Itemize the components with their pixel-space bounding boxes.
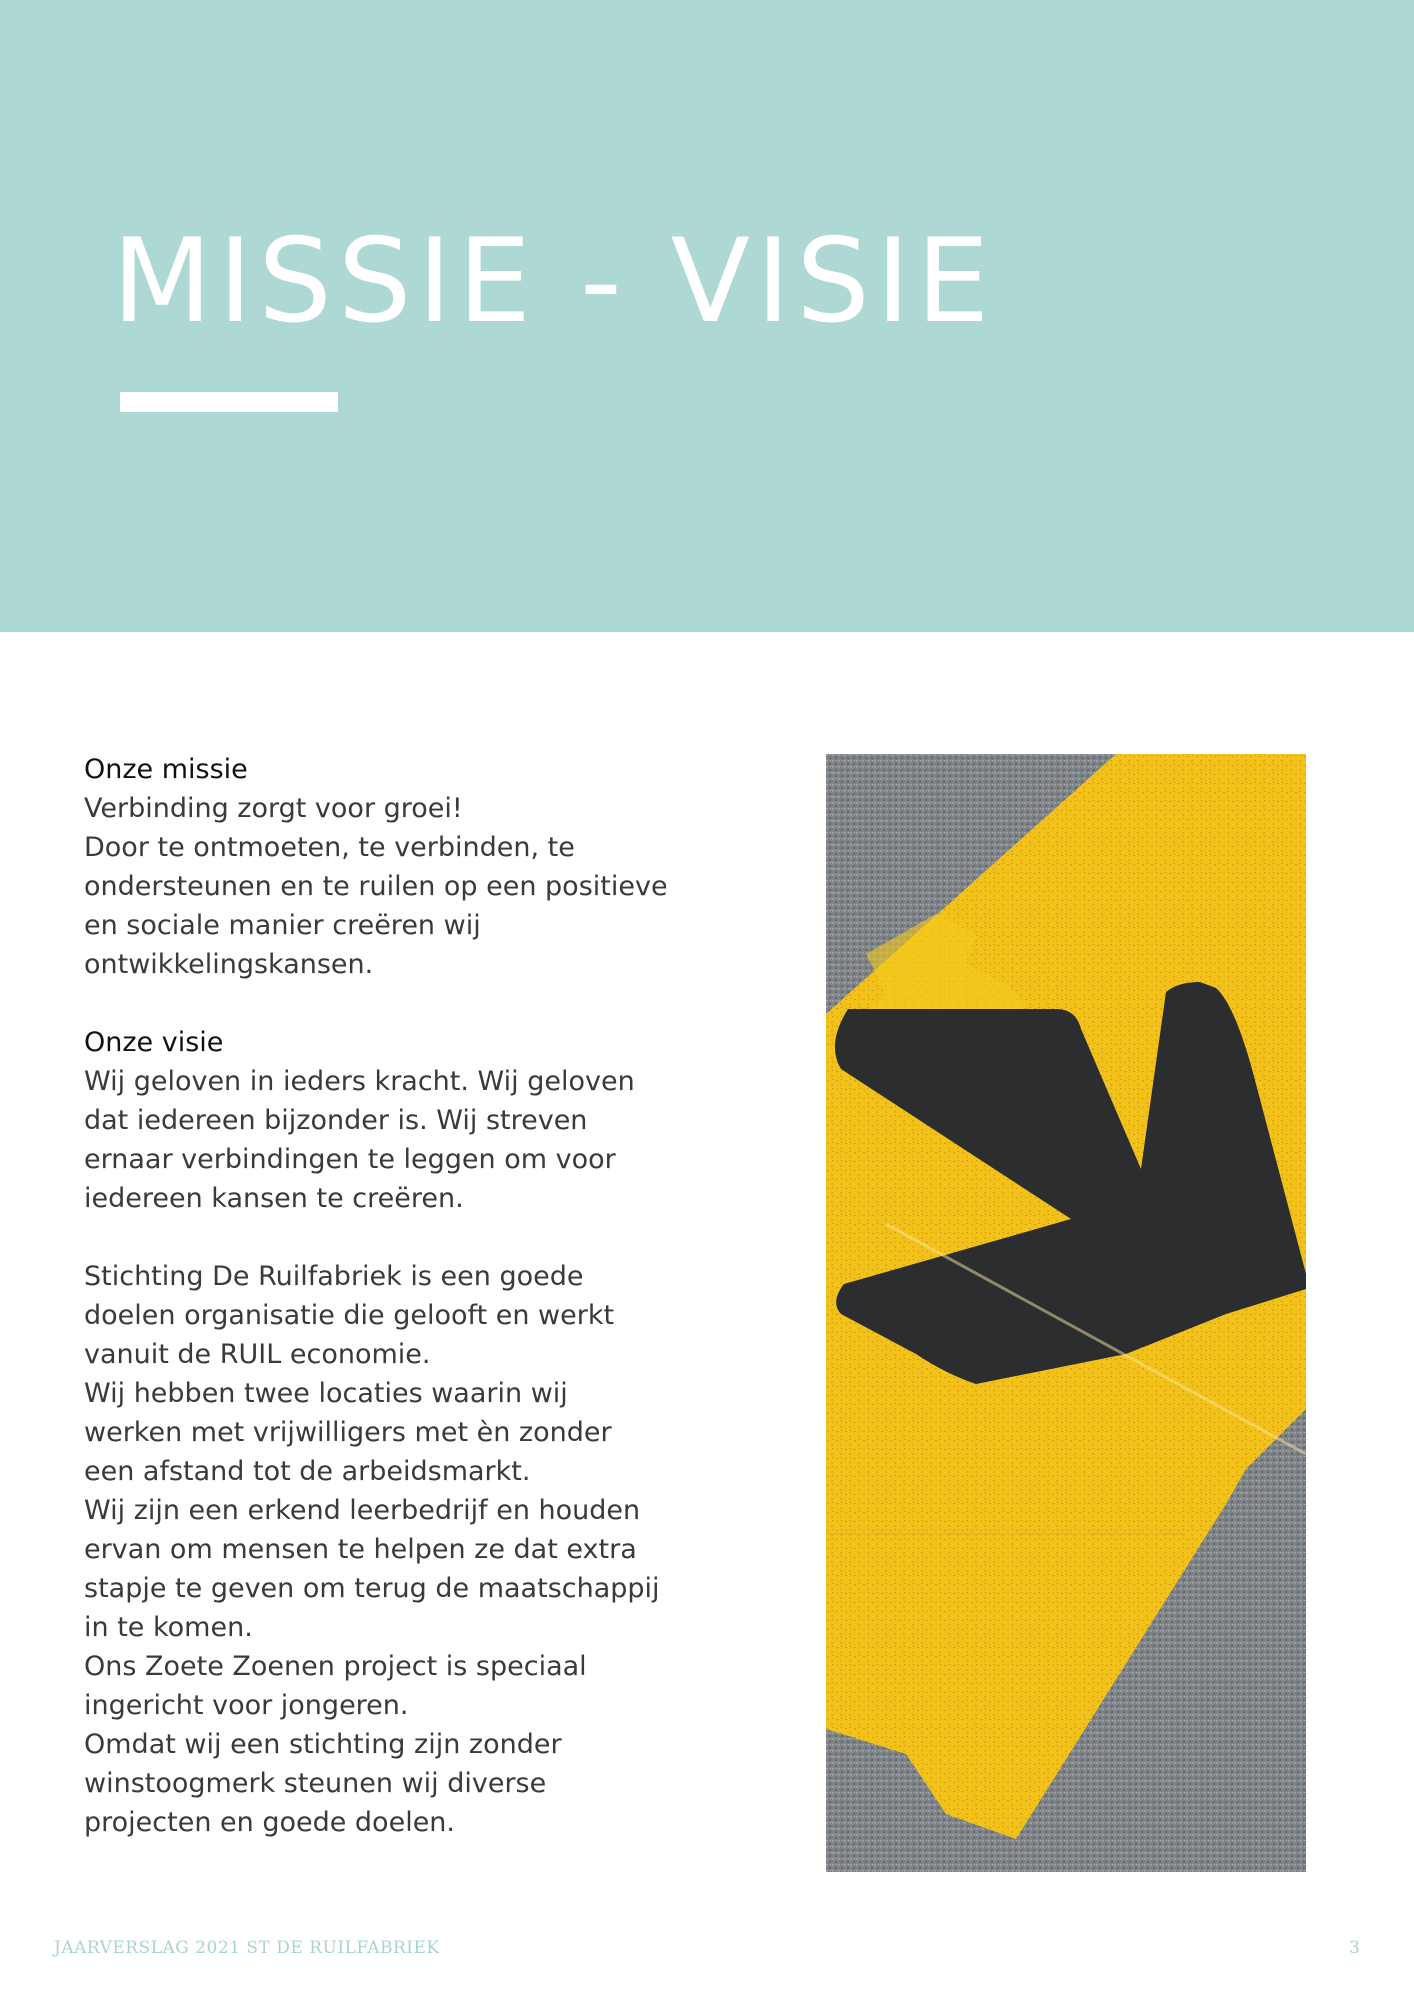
page-title: MISSIE - VISIE bbox=[112, 214, 996, 349]
vision-line: ernaar verbindingen te leggen om voor bbox=[84, 1144, 616, 1175]
mission-line: ontwikkelingskansen. bbox=[84, 949, 374, 980]
mission-line: en sociale manier creëren wij bbox=[84, 910, 481, 941]
about-line: Stichting De Ruilfabriek is een goede bbox=[84, 1261, 584, 1292]
about-line: ervan om mensen te helpen ze dat extra bbox=[84, 1534, 637, 1565]
about-line: ingericht voor jongeren. bbox=[84, 1690, 409, 1721]
mission-line: Verbinding zorgt voor groei! bbox=[84, 793, 463, 824]
title-underline bbox=[120, 392, 338, 412]
page-number: 3 bbox=[1349, 1938, 1360, 1958]
about-line: winstoogmerk steunen wij diverse bbox=[84, 1768, 547, 1799]
about-line: werken met vrijwilligers met èn zonder bbox=[84, 1417, 612, 1448]
about-line: projecten en goede doelen. bbox=[84, 1807, 455, 1838]
vision-line: Wij geloven in ieders kracht. Wij geloven bbox=[84, 1066, 635, 1097]
vision-heading: Onze visie bbox=[84, 1027, 224, 1058]
about-line: Wij zijn een erkend leerbedrijf en houden bbox=[84, 1495, 641, 1526]
about-line: stapje te geven om terug de maatschappij bbox=[84, 1573, 660, 1604]
about-line: doelen organisatie die gelooft en werkt bbox=[84, 1300, 615, 1331]
about-line: vanuit de RUIL economie. bbox=[84, 1339, 431, 1370]
header-band bbox=[0, 0, 1414, 632]
about-line: in te komen. bbox=[84, 1612, 253, 1643]
vision-line: dat iedereen bijzonder is. Wij streven bbox=[84, 1105, 588, 1136]
about-line: Ons Zoete Zoenen project is speciaal bbox=[84, 1651, 587, 1682]
about-line: een afstand tot de arbeidsmarkt. bbox=[84, 1456, 531, 1487]
mission-line: ondersteunen en te ruilen op een positieve bbox=[84, 871, 668, 902]
mission-line: Door te ontmoeten, te verbinden, te bbox=[84, 832, 575, 863]
mission-heading: Onze missie bbox=[84, 754, 248, 785]
arrow-sign-photo bbox=[826, 754, 1306, 1872]
spacer bbox=[84, 1218, 724, 1257]
vision-line: iedereen kansen te creëren. bbox=[84, 1183, 464, 1214]
footer-title: JAARVERSLAG 2021 ST DE RUILFABRIEK bbox=[54, 1938, 440, 1958]
spacer bbox=[84, 984, 724, 1023]
main-text bbox=[84, 750, 724, 1842]
about-line: Wij hebben twee locaties waarin wij bbox=[84, 1378, 568, 1409]
about-line: Omdat wij een stichting zijn zonder bbox=[84, 1729, 562, 1760]
